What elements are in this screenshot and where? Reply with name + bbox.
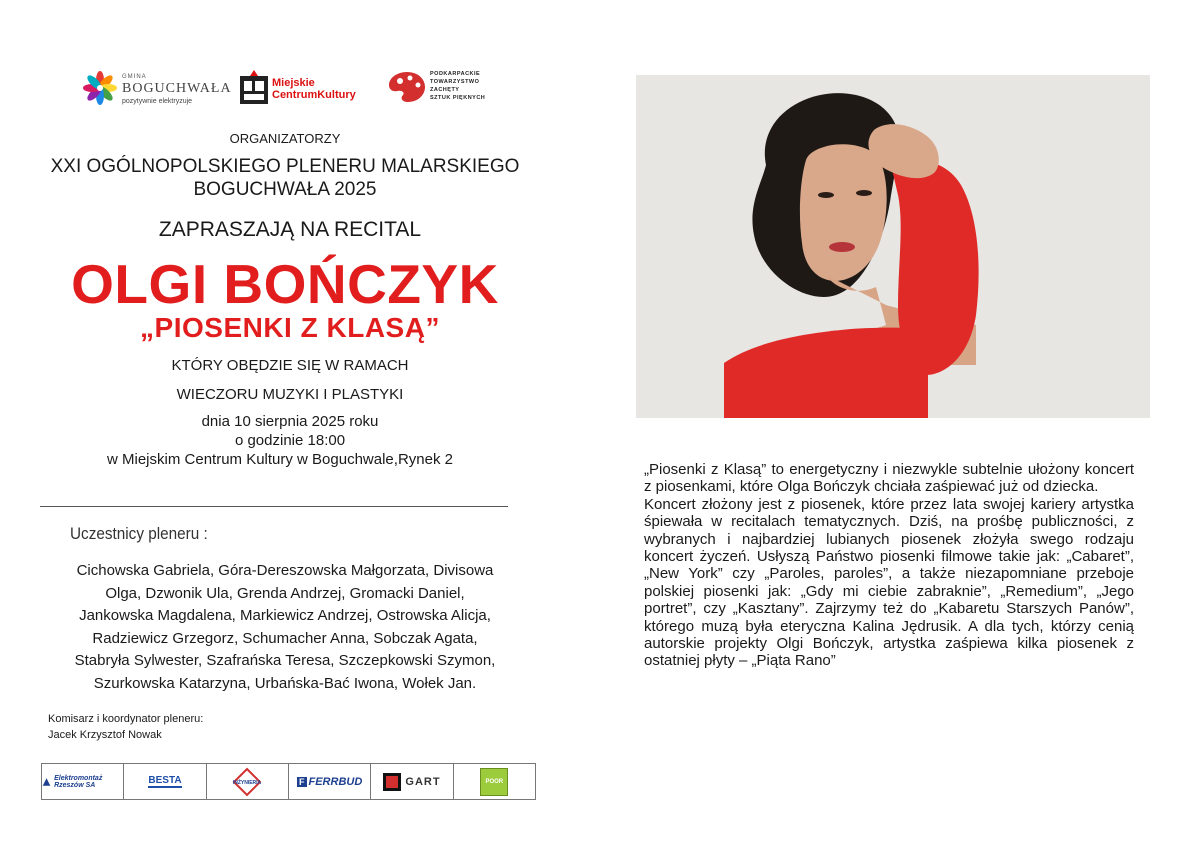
participants-list — [20, 560, 550, 696]
participants-line: Olga, Dzwonik Ula, Grenda Andrzej, Gromacki Daniel, — [105, 584, 465, 602]
event-frame-line-1: KTÓRY OBĘDZIE SIĘ W RAMACH — [171, 357, 409, 374]
divider — [40, 506, 508, 507]
ptzsp-line: SZTUK PIĘKNYCH — [430, 95, 486, 101]
participants-line: Radziewicz Grzegorz, Schumacher Anna, Sobczak Agata, — [92, 629, 478, 647]
edition-line-1: XXI OGÓLNOPOLSKIEGO PLENERU MALARSKIEGO — [50, 156, 520, 177]
flower-icon — [82, 70, 118, 106]
sponsor-ferrbud — [289, 764, 371, 799]
participants-line: Cichowska Gabriela, Góra-Dereszowska Małgorzata, Divisowa — [76, 562, 494, 579]
artist-photo — [636, 75, 1150, 418]
sponsor-name: GART — [405, 775, 441, 788]
miejskie-centrum-kultury-logo — [240, 68, 370, 108]
participants-heading: Uczestnicy pleneru : — [70, 524, 208, 543]
commissioner-label: Komisarz i koordynator pleneru: — [48, 713, 204, 725]
participants-line: Jankowska Magdalena, Markiewicz Andrzej, Ostrowska Alicja, — [79, 607, 491, 625]
sponsors-strip — [41, 763, 536, 800]
gart-square-icon — [383, 773, 401, 791]
sponsor-name: INŻYNIERIA — [233, 779, 262, 786]
mck-emblem-icon — [240, 70, 268, 104]
description-paragraph-1: „Piosenki z Klasą” to energetyczny i niezwykle subtelnie ułożony koncert z piosenkami, które Olga Bończyk chciała zaśpiewać już od dziecka. — [644, 461, 1134, 496]
ptzsp-text — [430, 70, 485, 102]
gmina-boguchwala-logo — [82, 70, 232, 110]
triangle-icon — [42, 776, 51, 788]
sponsor-inzynieria — [207, 764, 289, 799]
sponsor-name: BESTA — [148, 775, 182, 786]
participants-line: Stabryła Sylwester, Szafrańska Teresa, Szczepkowski Szymon, — [74, 652, 496, 670]
ptzsp-line: PODKARPACKIE — [430, 71, 481, 77]
sponsor-elektromontaz — [42, 764, 124, 799]
gmina-label: GMINA — [122, 74, 147, 80]
edition-line-2: BOGUCHWAŁA 2025 — [193, 179, 377, 200]
ptzsp-line: TOWARZYSTWO — [430, 79, 480, 85]
ptzsp-logo — [388, 68, 488, 108]
gmina-name: BOGUCHWAŁA — [122, 81, 232, 96]
mck-line1: Miejskie — [272, 77, 315, 89]
show-title: „PIOSENKI Z KLASĄ” — [140, 312, 440, 343]
description-paragraph-2: Koncert złożony jest z piosenek, które przez lata swojej kariery artystka śpiewała w recitalach tematycznych. Dziś, na prośbę publiczności, z wybranych i najbardziej lubianych piosenek złożyła swego rodzaju koncert życzeń. Usłyszą Państwo piosenki filmowe takie jak: „Cabaret”, „New York” czy „Paroles, paroles”, a także niezapomniane przeboje polskiej piosenki jak: „Gdy mi ciebie zabraknie”, „Remedium”, „Jego portret”, czy „Kasztany”. Zajrzymy też do „Kabaretu Starszych Panów”, którego muzą była eteryczna Kalina Jędrusik. A dla tych, którzy cenią autorskie projekty Olgi Bończyk, artystka zaśpiewa kilka piosenek z ostatniej płyty – „Piąta Rano” — [644, 495, 1134, 670]
gmina-slogan: pozytywnie elektryzuje — [122, 98, 193, 105]
palette-icon — [388, 70, 426, 104]
event-description — [644, 461, 1134, 670]
ptzsp-line: ZACHĘTY — [430, 87, 460, 93]
mck-line2: CentrumKultury — [272, 89, 356, 101]
artist-name: OLGI BOŃCZYK — [71, 253, 499, 315]
sponsor-gart — [371, 764, 453, 799]
event-date: dnia 10 sierpnia 2025 roku — [201, 413, 379, 430]
event-frame-line-2: WIECZORU MUZYKI I PLASTYKI — [176, 386, 404, 403]
participants-line: Szurkowska Katarzyna, Urbańska-Bać Iwona, Wołek Jan. — [93, 674, 477, 692]
organizers-label: ORGANIZATORZY — [229, 131, 341, 146]
sponsor-name: Elektromontaż Rzeszów SA — [54, 774, 103, 789]
event-time: o godzinie 18:00 — [234, 432, 346, 449]
ferrbud-mark-icon: F — [299, 776, 305, 787]
sponsor-name: POOR — [480, 768, 508, 796]
sponsor-poor — [454, 764, 535, 799]
edition-title — [10, 155, 560, 201]
event-place: w Miejskim Centrum Kultury w Boguchwale,Rynek 2 — [107, 451, 453, 468]
commissioner-name: Jacek Krzysztof Nowak — [48, 729, 162, 741]
sponsor-besta — [124, 764, 206, 799]
diamond-icon — [232, 767, 262, 797]
invite-heading: ZAPRASZAJĄ NA RECITAL — [158, 218, 422, 241]
sponsor-name: FERRBUD — [308, 775, 363, 788]
